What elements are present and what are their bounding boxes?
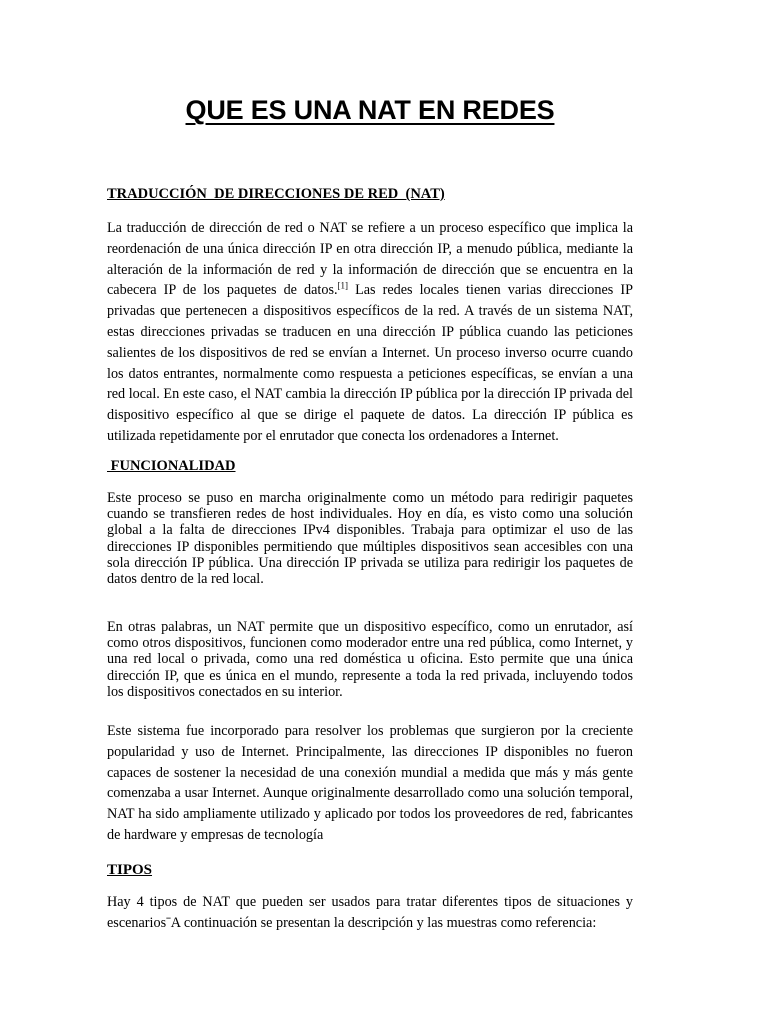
paragraph-tipos-1: Hay 4 tipos de NAT que pueden ser usados para tratar diferentes tipos de situaciones y escenariosˉA continuación se presentan la descripción y las muestras como referencia: [107,894,633,931]
section-heading-nat: TRADUCCIÓN DE DIRECCIONES DE RED (NAT) [107,186,445,202]
paragraph-funcionalidad-1: Este proceso se puso en marcha originalmente como un método para redirigir paquetes cuando se transfieren redes de host individuales. Hoy en día, es visto como una solución global a la falta de direcciones IPv4 disponibles. Trabaja para optimizar el uso de las direcciones IP disponibles permitiendo que múltiples dispositivos sean accesibles con una sola dirección IP pública. Una dirección IP privada se utiliza para redirigir los paquetes de datos dentro de la red local. [107,490,633,588]
section-heading-tipos: TIPOS [107,862,153,878]
section-heading-funcionalidad: FUNCIONALIDAD [107,458,236,474]
paragraph-nat-definition-part1: La traducción de dirección de red o NAT se refiere a un proceso específico que implica la reordenación de una única dirección IP en otra dirección IP, a menudo pública, mediante la alteración de la información de red y la información de dirección que se encuentra en la cabecera IP de los paquetes de datos. [107,220,633,299]
reference-mark[interactable]: [1] [337,280,349,291]
paragraph-funcionalidad-2: En otras palabras, un NAT permite que un dispositivo específico, como un enrutador, así como otros dispositivos, funcionen como moderador entre una red pública, como Internet, y una red local o privada, como una red doméstica u oficina. Esto permite que una única dirección IP, que es única en el mundo, represente a toda la red privada, incluyendo todos los dispositivos conectados en su interior. [107,619,633,700]
document-title: QUE ES UNA NAT EN REDES [185,95,555,125]
paragraph-nat-definition-part2: Las redes locales tienen varias direcciones IP privadas que pertenecen a dispositivos específicos de la red. A través de un sistema NAT, estas direcciones privadas se traducen en una dirección IP pública cuando las peticiones salientes de los dispositivos de red se envían a Internet. Un proceso inverso ocurre cuando los datos entrantes, normalmente como respuesta a peticiones específicas, se envían a una red local. En este caso, el NAT cambia la dirección IP pública por la dirección IP privada del dispositivo específico al que se dirige el paquete de datos. La dirección IP pública es utilizada repetidamente por el enrutador que conecta los ordenadores a Internet. [107,282,633,444]
paragraph-nat-definition [107,218,633,447]
paragraph-funcionalidad-3: Este sistema fue incorporado para resolver los problemas que surgieron por la creciente popularidad y uso de Internet. Principalmente, las direcciones IP disponibles no fueron capaces de sostener la necesidad de una conexión mundial a medida que más y más gente comenzaba a usar Internet. Aunque originalmente desarrollado como una solución temporal, NAT ha sido ampliamente utilizado y aplicado por todos los proveedores de red, fabricantes de hardware y empresas de tecnología [107,723,633,843]
